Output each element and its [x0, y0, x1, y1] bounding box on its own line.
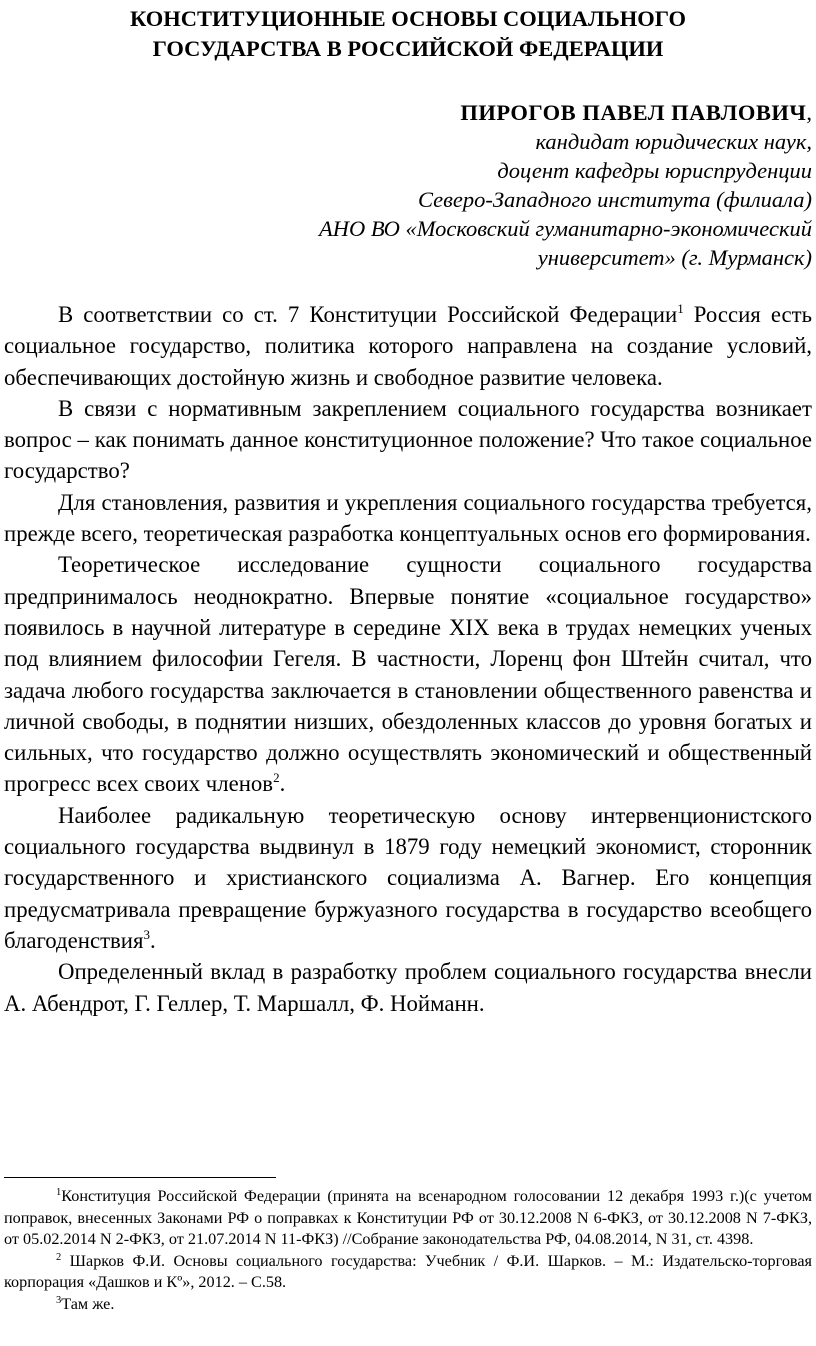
author-university-city: университет» (г. Мурманск): [537, 245, 812, 270]
footnote-1-text: Конституция Российской Федерации (принята на всенародном голосовании 12 декабря 1993 г.)(с учетом поправок, внесенных Законами РФ о поправках к Конституции РФ от 30.12.2008 N 6-ФКЗ, от 30.12.2008 N 7-ФКЗ, от 05.02.2014 N 2-ФКЗ, от 21.07.2014 N 11-ФКЗ) //Собрание законодательства РФ, 04.08.2014, N 31, ст. 4398.: [4, 1187, 812, 1249]
author-name-suffix: ,: [806, 100, 812, 125]
footnote-mark-3: 3: [56, 1294, 62, 1306]
paragraph-5-end: .: [150, 927, 156, 953]
footnote-divider: [4, 1177, 276, 1178]
footnote-1: [4, 1186, 812, 1251]
paragraph-2: В связи с нормативным закреплением социального государства возникает вопрос – как понимать данное конституционное положение? Что такое социальное государство?: [4, 395, 812, 484]
footnote-2-text: Шарков Ф.И. Основы социального государства: Учебник / Ф.И. Шарков. – М.: Издательско-торговая корпорация «Дашков и Кº», 2012. – С.58.: [4, 1251, 812, 1292]
article-body: [4, 299, 812, 1019]
paragraph-5-text: Наиболее радикальную теоретическую основу интервенционистского социального государства выдвинул в 1879 году немецкий экономист, сторонник государственного и христианского социализма А. Вагнер. Его концепция предусматривала превращение буржуазного государства в государство всеобщего благоденствия: [4, 802, 812, 953]
footnote-ref-3[interactable]: 3: [143, 926, 150, 942]
paragraph-4-end: .: [279, 771, 286, 797]
footnote-2: [4, 1251, 812, 1294]
footnotes: [4, 1186, 812, 1316]
author-name: ПИРОГОВ ПАВЕЛ ПАВЛОВИЧ: [460, 100, 807, 125]
footnote-mark-2: 2: [56, 1251, 62, 1263]
paragraph-3: Для становления, развития и укрепления социального государства требуется, прежде всего, теоретическая разработка концептуальных основ его формирования.: [4, 489, 812, 547]
paragraph-1-text: В соответствии со ст. 7 Конституции Российской Федерации: [58, 302, 678, 327]
paragraph-6: Определенный вклад в разработку проблем социального государства внесли А. Абендрот, Г. Геллер, Т. Маршалл, Ф. Нойманн.: [4, 959, 812, 1016]
footnote-mark-1: 1: [56, 1187, 62, 1198]
paragraph-1: [4, 299, 812, 393]
footnote-ref-1[interactable]: 1: [677, 301, 684, 316]
author-block: [4, 98, 812, 272]
footnote-3: [4, 1294, 812, 1316]
footnote-3-text: Там же.: [61, 1294, 115, 1313]
footnote-ref-2[interactable]: 2: [273, 770, 280, 786]
title-line-2: ГОСУДАРСТВА В РОССИЙСКОЙ ФЕДЕРАЦИИ: [152, 36, 664, 61]
paragraph-5: [4, 800, 812, 956]
author-degree: кандидат юридических наук,: [535, 129, 812, 154]
author-institute: Северо-Западного института (филиала): [417, 187, 812, 212]
paragraph-1-rest: Россия есть социальное государство, политика которого направлена на создание условий, обеспечивающих достойную жизнь и свободное развитие человека.: [4, 302, 813, 390]
paragraph-4-text: Теоретическое исследование сущности социального государства предпринималось неоднократно. Впервые понятие «социальное государство» появилось в научной литературе в середине XIX века в трудах немецких ученых под влиянием философии Гегеля. В частности, Лоренц фон Штейн считал, что задача любого государства заключается в становлении общественного равенства и личной свободы, в поднятии низших, обездоленных классов до уровня богатых и сильных, что государство должно осуществлять экономический и общественный прогресс всех своих членов: [4, 552, 812, 797]
article-title: [4, 4, 812, 64]
paragraph-4: [4, 549, 812, 799]
author-university: АНО ВО «Московский гуманитарно-экономический: [319, 216, 812, 241]
author-position: доцент кафедры юриспруденции: [497, 158, 812, 183]
author-name-line: [4, 98, 812, 127]
title-line-1: КОНСТИТУЦИОННЫЕ ОСНОВЫ СОЦИАЛЬНОГО: [130, 6, 686, 31]
